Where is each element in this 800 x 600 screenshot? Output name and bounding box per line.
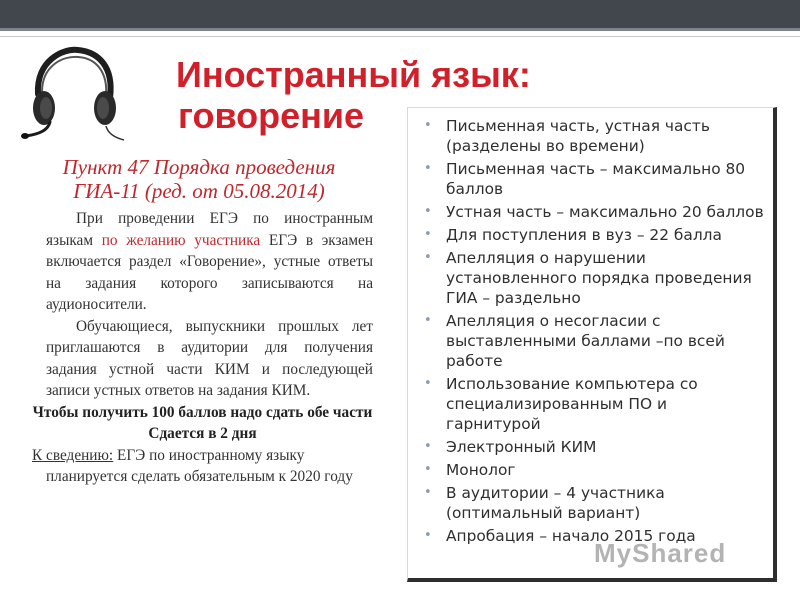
bullet-item: • Для поступления в вуз – 22 балла bbox=[424, 226, 722, 244]
paragraph-1-end: ЕГЭ в экзамен включается раздел «Говорение», устные ответы на задания которого записываются на аудионосители. bbox=[46, 231, 373, 313]
bullet-dot-icon: • bbox=[424, 313, 432, 328]
header-divider bbox=[0, 36, 800, 37]
bullet-item: • Монолог bbox=[424, 461, 516, 479]
bullet-item: • В аудитории – 4 участника (оптимальный вариант) bbox=[424, 484, 665, 522]
subtitle-line-2: ГИА-11 (ред. от 05.08.2014) bbox=[73, 179, 325, 203]
bullet-dot-icon: • bbox=[424, 462, 432, 477]
subtitle bbox=[24, 155, 374, 203]
note-continuation: планируется сделать обязательным к 2020 году bbox=[46, 468, 353, 485]
bullet-dot-icon: • bbox=[424, 118, 432, 133]
paragraph-1-start: При проведении ЕГЭ по иностранным языкам bbox=[46, 210, 373, 249]
bullet-dot-icon: • bbox=[424, 227, 432, 242]
bullet-item: • Письменная часть – максимально 80 баллов bbox=[424, 160, 746, 198]
bullet-dot-icon: • bbox=[424, 528, 432, 543]
bullet-item: • Электронный КИМ bbox=[424, 438, 597, 456]
bullet-item: • Апелляция о нарушении установленного порядка проведения ГИА – раздельно bbox=[424, 249, 752, 307]
bullet-dot-icon: • bbox=[424, 204, 432, 219]
headset-icon bbox=[18, 42, 128, 142]
title-line-1: Иностранный язык: bbox=[176, 54, 531, 95]
paragraph-1 bbox=[32, 208, 373, 316]
title-line-2: говорение bbox=[178, 95, 365, 136]
note bbox=[32, 445, 373, 467]
note-label: К сведению: bbox=[32, 446, 114, 464]
bullet-dot-icon: • bbox=[424, 439, 432, 454]
bold-statement-1: Чтобы получить 100 баллов надо сдать обе части bbox=[32, 403, 373, 421]
bullet-dot-icon: • bbox=[424, 250, 432, 265]
bullet-item: • Устная часть – максимально 20 баллов bbox=[424, 203, 764, 221]
bullet-list bbox=[408, 108, 773, 546]
subtitle-line-1: Пункт 47 Порядка проведения bbox=[62, 155, 336, 179]
bullet-item: • Апелляция о несогласии с выставленными баллами –по всей работе bbox=[424, 312, 725, 370]
bold-statement-2: Сдается в 2 дня bbox=[148, 425, 257, 442]
bullet-box bbox=[407, 107, 777, 582]
top-bar-line bbox=[0, 28, 800, 31]
left-text-block bbox=[32, 208, 373, 488]
paragraph-2: Обучающиеся, выпускники прошлых лет приглашаются в аудитории для получения задания устной части КИМ и последующей записи устных ответов на задания КИМ. bbox=[46, 317, 373, 399]
bullet-dot-icon: • bbox=[424, 161, 432, 176]
note-text: ЕГЭ по иностранному языку bbox=[113, 446, 305, 464]
bullet-item: • Письменная часть, устная часть (разделены во времени) bbox=[424, 117, 710, 155]
bullet-dot-icon: • bbox=[424, 485, 432, 500]
bullet-item: • Использование компьютера со специализированным ПО и гарнитурой bbox=[424, 375, 698, 433]
watermark: MyShared bbox=[594, 538, 727, 568]
highlight-text: по желанию участника bbox=[101, 231, 261, 249]
bullet-item: • Апробация – начало 2015 года bbox=[424, 527, 696, 545]
bullet-dot-icon: • bbox=[424, 376, 432, 391]
top-bar bbox=[0, 0, 800, 28]
